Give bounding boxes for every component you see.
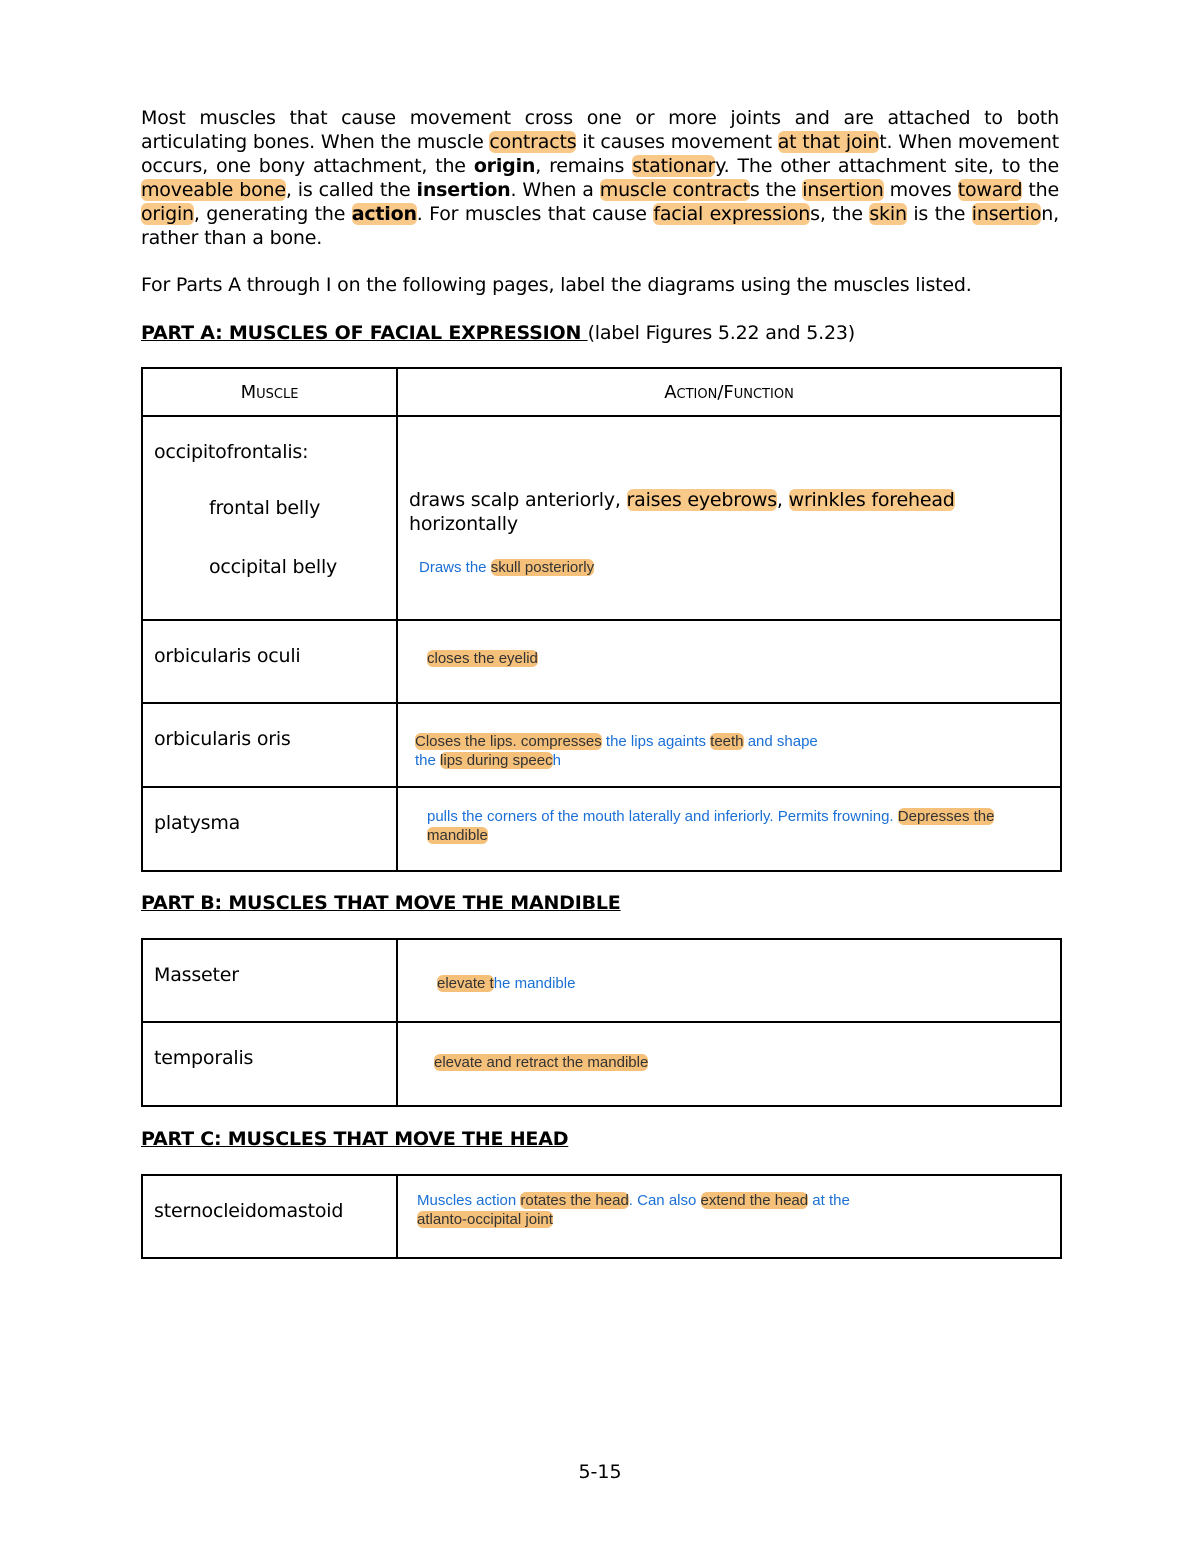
part-a-table — [141, 367, 1062, 872]
highlight: stationar — [632, 155, 716, 177]
action-occipitofrontalis: draws scalp anteriorly, raises eyebrows, wrinkles forehead horizontally Draws the skull posteriorly — [397, 416, 1061, 620]
highlight: muscle contract — [599, 179, 750, 201]
highlight: skin — [869, 203, 907, 225]
highlight: toward — [957, 179, 1023, 201]
handwritten-answer: pulls the corners of the mouth laterally and inferiorly. Permits frowning. Depresses the mandible — [427, 808, 995, 844]
term-insertion: insertion — [416, 179, 511, 201]
muscle-occipitofrontalis: occipitofrontalis: frontal belly occipital belly — [142, 416, 397, 620]
action-platysma — [397, 787, 1061, 871]
muscle-platysma: platysma — [142, 787, 397, 871]
muscle-orbicularis-oris: orbicularis oris — [142, 703, 397, 787]
muscle-sternocleidomastoid: sternocleidomastoid — [142, 1175, 397, 1258]
handwritten-answer: elevate the mandible — [437, 975, 576, 992]
part-b-heading: PART B: MUSCLES THAT MOVE THE MANDIBLE — [141, 892, 621, 914]
intro-paragraph: Most muscles that cause movement cross one or more joints and are attached to both articulating bones. When the muscle contracts it causes movement at that joint. When movement occurs, one bony attachment, the origin, remains stationary. The other attachment site, to the moveable bone, is called the insertion. When a muscle contracts the insertion moves toward the origin, generating the action. For muscles that cause facial expressions, the skin is the insertion, rather than a bone. — [141, 107, 1059, 249]
highlight: moveable bone — [141, 179, 286, 201]
highlight: insertio — [971, 203, 1042, 225]
action-orbicularis-oris — [397, 703, 1061, 787]
muscle-masseter: Masseter — [142, 939, 397, 1022]
action-masseter — [397, 939, 1061, 1022]
action-orbicularis-oculi — [397, 620, 1061, 703]
part-c-heading: PART C: MUSCLES THAT MOVE THE HEAD — [141, 1128, 569, 1150]
part-a-heading: PART A: MUSCLES OF FACIAL EXPRESSION (label Figures 5.22 and 5.23) — [141, 322, 855, 344]
highlight: origin — [141, 203, 194, 225]
part-b-table — [141, 938, 1062, 1107]
term-origin: origin — [473, 155, 536, 177]
action-sternocleidomastoid — [397, 1175, 1061, 1258]
muscle-temporalis: temporalis — [142, 1022, 397, 1106]
muscle-orbicularis-oculi: orbicularis oculi — [142, 620, 397, 703]
highlight: facial expression — [653, 203, 811, 225]
highlight: insertion — [802, 179, 884, 201]
highlight: at that join — [777, 131, 880, 153]
column-header-action: Action/Function — [397, 368, 1061, 416]
term-action: action — [351, 203, 417, 225]
handwritten-answer: Muscles action rotates the head. Can also extend the head at the atlanto-occipital joint — [417, 1192, 850, 1228]
highlight: contracts — [489, 131, 577, 153]
action-temporalis — [397, 1022, 1061, 1106]
handwritten-answer: closes the eyelid — [427, 650, 538, 667]
page-number: 5-15 — [578, 1461, 622, 1483]
part-c-table — [141, 1174, 1062, 1259]
handwritten-answer: elevate and retract the mandible — [434, 1054, 649, 1071]
handwritten-answer: Draws the skull posteriorly — [419, 559, 595, 576]
instructions: For Parts A through I on the following pages, label the diagrams using the muscles listed. — [141, 274, 972, 296]
handwritten-answer: Closes the lips. compresses the lips againts teeth and shape the lips during speech — [415, 733, 818, 769]
column-header-muscle: Muscle — [142, 368, 397, 416]
